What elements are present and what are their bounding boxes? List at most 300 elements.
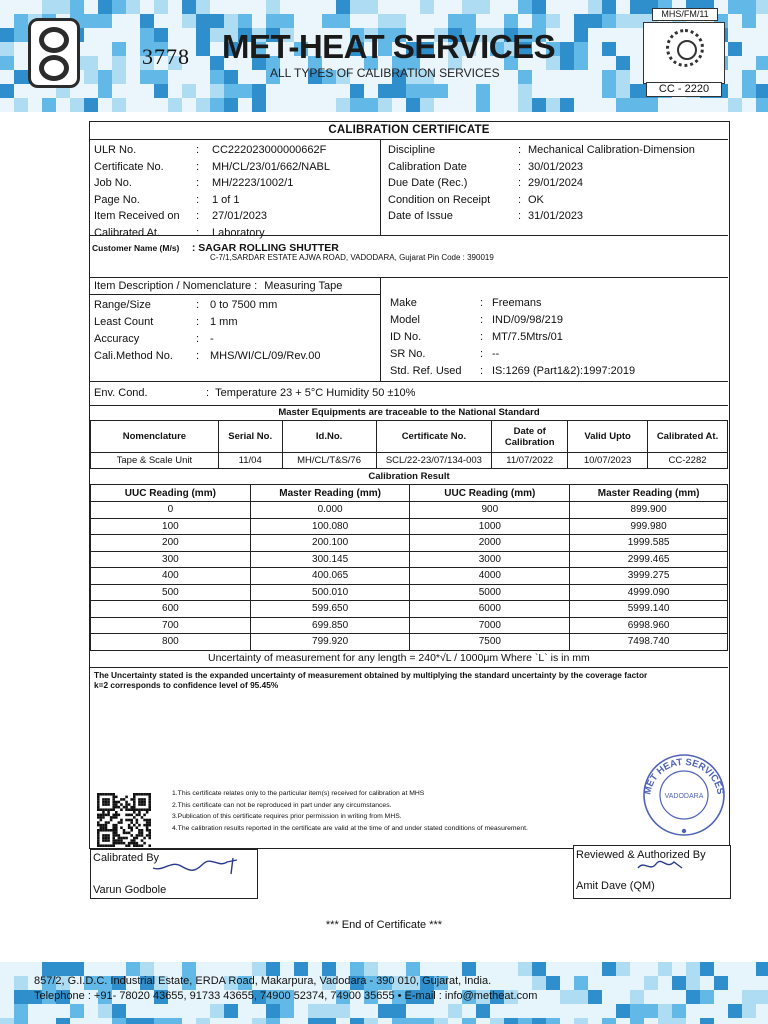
result-cell: 600 — [91, 601, 251, 618]
field-row — [388, 175, 695, 192]
result-cell: 100 — [91, 518, 251, 535]
certificate-info-right — [388, 142, 695, 225]
result-cell: 0.000 — [250, 502, 410, 519]
mosaic-tile — [70, 98, 84, 112]
mosaic-tile — [210, 84, 224, 98]
field-label: Item Received on — [94, 210, 180, 223]
env-condition: Env. Cond. : Temperature 23 + 5°C Humidity 50 ±10% — [94, 387, 416, 399]
result-cell: 6000 — [410, 601, 570, 618]
mosaic-tile — [378, 84, 392, 98]
mosaic-tile — [742, 990, 756, 1004]
result-header-cell: Master Reading (mm) — [570, 485, 728, 502]
mosaic-tile — [546, 98, 560, 112]
field-separator: : — [196, 299, 200, 311]
result-cell: 300 — [91, 551, 251, 568]
mosaic-tile — [700, 1018, 714, 1024]
field-separator: : — [518, 210, 522, 223]
mosaic-tile — [224, 14, 238, 28]
mosaic-tile — [70, 0, 84, 14]
mosaic-tile — [224, 84, 238, 98]
mosaic-tile — [560, 42, 574, 56]
mosaic-tile — [252, 962, 266, 976]
mosaic-tile — [364, 98, 378, 112]
field-label: Least Count — [94, 316, 154, 328]
result-cell: 599.650 — [250, 601, 410, 618]
result-cell: 7000 — [410, 617, 570, 634]
field-row — [94, 175, 330, 192]
mosaic-tile — [56, 1018, 70, 1024]
mosaic-tile — [308, 1004, 322, 1018]
mosaic-tile — [196, 98, 210, 112]
mosaic-tile — [602, 42, 616, 56]
mosaic-tile — [756, 990, 768, 1004]
reviewed-by-name: Amit Dave (QM) — [576, 880, 655, 892]
mosaic-tile — [532, 0, 546, 14]
mosaic-tile — [448, 1004, 462, 1018]
result-cell: 5999.140 — [570, 601, 728, 618]
result-cell: 999.980 — [570, 518, 728, 535]
mosaic-tile — [630, 84, 644, 98]
mosaic-tile — [336, 14, 350, 28]
field-label: Condition on Receipt — [388, 193, 491, 206]
field-value: IS:1269 (Part1&2):1997:2019 — [492, 365, 636, 377]
mosaic-tile — [168, 98, 182, 112]
mosaic-tile — [154, 28, 168, 42]
mosaic-tile — [588, 990, 602, 1004]
field-value: MH/CL/23/01/662/NABL — [212, 160, 331, 173]
mosaic-tile — [364, 962, 378, 976]
field-separator: : — [196, 333, 200, 345]
signature-mark — [149, 854, 249, 878]
field-separator: : — [518, 177, 522, 190]
mosaic-tile — [756, 98, 768, 112]
mosaic-tile — [56, 0, 70, 14]
result-header-cell: UUC Reading (mm) — [410, 485, 570, 502]
mosaic-tile — [476, 98, 490, 112]
master-header-cell: Certificate No. — [376, 421, 492, 453]
field-value: CC222023000000662F — [212, 144, 327, 156]
field-separator: : — [518, 144, 522, 156]
field-value: 1 mm — [210, 316, 238, 328]
mosaic-tile — [252, 1018, 266, 1024]
mosaic-tile — [630, 98, 644, 112]
field-label: Page No. — [94, 193, 140, 206]
svg-text:MET HEAT SERVICES — [642, 757, 725, 796]
mosaic-tile — [224, 1004, 238, 1018]
field-separator: : — [480, 297, 484, 309]
mosaic-tile — [70, 1004, 84, 1018]
calibration-result-table — [90, 484, 728, 651]
field-row — [94, 142, 330, 159]
mosaic-tile — [98, 0, 112, 14]
mosaic-tile — [112, 1004, 126, 1018]
uncertainty-note — [94, 670, 647, 690]
certificate-frame — [89, 121, 730, 849]
mosaic-tile — [84, 14, 98, 28]
mosaic-tile — [350, 1018, 364, 1024]
mosaic-tile — [574, 14, 588, 28]
mosaic-tile — [350, 962, 364, 976]
mosaic-tile — [714, 976, 728, 990]
company-tagline: ALL TYPES OF CALIBRATION SERVICES — [270, 66, 500, 80]
result-cell: 400 — [91, 568, 251, 585]
mosaic-tile — [588, 0, 602, 14]
mosaic-tile — [518, 70, 532, 84]
mosaic-tile — [476, 84, 490, 98]
field-label: Std. Ref. Used — [390, 365, 462, 377]
master-cell: 11/07/2022 — [492, 453, 568, 469]
mosaic-tile — [112, 1018, 126, 1024]
mosaic-tile — [14, 28, 28, 42]
table-row — [91, 601, 728, 618]
field-separator: : — [518, 160, 522, 173]
mosaic-tile — [532, 14, 546, 28]
mosaic-tile — [224, 70, 238, 84]
mosaic-tile — [672, 1004, 686, 1018]
mosaic-tile — [602, 70, 616, 84]
mosaic-tile — [350, 84, 364, 98]
mosaic-tile — [266, 0, 280, 14]
result-cell: 100.080 — [250, 518, 410, 535]
mosaic-tile — [462, 0, 476, 14]
mosaic-tile — [658, 1004, 672, 1018]
mosaic-tile — [728, 42, 742, 56]
mosaic-tile — [98, 70, 112, 84]
table-row — [91, 617, 728, 634]
result-cell: 1000 — [410, 518, 570, 535]
result-cell: 200 — [91, 535, 251, 552]
field-row — [390, 363, 635, 380]
mosaic-tile — [756, 84, 768, 98]
field-row — [388, 159, 695, 176]
mosaic-tile — [532, 98, 546, 112]
mosaic-tile — [686, 962, 700, 976]
master-header-cell: Valid Upto — [568, 421, 648, 453]
mosaic-tile — [728, 98, 742, 112]
fine-print-line: 3.Publication of this certificate requires prior permission in writing from MHS. — [172, 813, 402, 820]
mosaic-tile — [602, 0, 616, 14]
mosaic-tile — [644, 976, 658, 990]
mosaic-tile — [406, 98, 420, 112]
mosaic-tile — [574, 56, 588, 70]
mosaic-tile — [532, 976, 546, 990]
mosaic-tile — [196, 0, 210, 14]
mosaic-tile — [574, 1018, 588, 1024]
master-header-cell: Serial No. — [218, 421, 282, 453]
certificate-info-left — [94, 142, 330, 242]
signature-mark — [634, 856, 694, 876]
mosaic-tile — [742, 1004, 756, 1018]
mosaic-tile — [518, 1018, 532, 1024]
mosaic-tile — [336, 1004, 350, 1018]
item-description-label: Item Description / Nomenclature : — [94, 280, 258, 292]
field-label: Model — [390, 314, 420, 326]
mosaic-tile — [378, 98, 392, 112]
mosaic-tile — [182, 962, 196, 976]
mosaic-tile — [112, 42, 126, 56]
footer-contact: Telephone : +91- 78020 43655, 91733 43655, 74900 52374, 74900 35655 • E-mail : info@metheat.com — [34, 990, 538, 1002]
mosaic-tile — [630, 990, 644, 1004]
mosaic-tile — [406, 1018, 420, 1024]
master-cell: Tape & Scale Unit — [91, 453, 219, 469]
field-value: 27/01/2023 — [212, 210, 268, 223]
mosaic-tile — [728, 0, 742, 14]
field-value: Freemans — [492, 297, 542, 309]
result-cell: 799.920 — [250, 634, 410, 651]
master-header-cell: Id.No. — [282, 421, 376, 453]
uncertainty-formula: Uncertainty of measurement for any length = 240*√L / 1000μm Where `L` is in mm — [208, 652, 590, 664]
field-label: Make — [390, 297, 417, 309]
result-cell: 4999.090 — [570, 584, 728, 601]
mosaic-tile — [84, 56, 98, 70]
mosaic-tile — [294, 962, 308, 976]
mosaic-tile — [504, 1018, 518, 1024]
mosaic-tile — [518, 962, 532, 976]
mosaic-tile — [14, 1004, 28, 1018]
mosaic-tile — [210, 14, 224, 28]
field-value: Mechanical Calibration-Dimension — [528, 144, 695, 156]
mosaic-tile — [574, 42, 588, 56]
table-row — [91, 584, 728, 601]
master-title: Master Equipments are traceable to the National Standard — [278, 407, 540, 418]
mosaic-tile — [630, 0, 644, 14]
result-cell: 899.900 — [570, 502, 728, 519]
mosaic-tile — [322, 1004, 336, 1018]
item-description — [94, 280, 342, 292]
mosaic-tile — [406, 962, 420, 976]
mosaic-tile — [616, 70, 630, 84]
master-equipment-table — [90, 420, 728, 469]
mosaic-tile — [742, 14, 756, 28]
mosaic-tile — [0, 28, 14, 42]
field-value: MH/2223/1002/1 — [212, 177, 294, 190]
customer-section: Customer Name (M/s) : SAGAR ROLLING SHUTTER — [92, 242, 339, 254]
fine-print-line: 2.This certificate can not be reproduced in part under any circumstances. — [172, 801, 392, 809]
mosaic-tile — [322, 1018, 336, 1024]
table-row — [91, 535, 728, 552]
mosaic-tile — [672, 976, 686, 990]
mosaic-tile — [154, 0, 168, 14]
field-label: Discipline — [388, 144, 436, 156]
mosaic-tile — [518, 84, 532, 98]
field-separator: : — [480, 365, 484, 377]
field-row — [94, 297, 320, 314]
field-row — [388, 208, 695, 225]
mosaic-tile — [700, 962, 714, 976]
mosaic-tile — [630, 1018, 644, 1024]
item-info-right — [390, 295, 635, 380]
field-value: 29/01/2024 — [528, 177, 584, 190]
mosaic-tile — [392, 1018, 406, 1024]
table-row — [91, 518, 728, 535]
master-cell: CC-2282 — [648, 453, 728, 469]
field-value: 0 to 7500 mm — [210, 299, 278, 311]
master-cell: 10/07/2023 — [568, 453, 648, 469]
mosaic-tile — [42, 962, 56, 976]
field-row — [94, 192, 330, 209]
mosaic-tile — [602, 1018, 616, 1024]
mosaic-tile — [546, 976, 560, 990]
mosaic-tile — [210, 98, 224, 112]
mosaic-tile — [154, 70, 168, 84]
fine-print-line: 1.This certificate relates only to the particular item(s) received for calibration at MHS — [172, 790, 425, 797]
mosaic-tile — [42, 98, 56, 112]
result-cell: 6998.960 — [570, 617, 728, 634]
customer-name: SAGAR ROLLING SHUTTER — [198, 242, 339, 254]
mosaic-tile — [98, 84, 112, 98]
field-label: Certificate No. — [94, 160, 164, 173]
calibrated-by-box — [90, 849, 258, 899]
mosaic-tile — [434, 1018, 448, 1024]
result-cell: 699.850 — [250, 617, 410, 634]
field-value: Laboratory — [212, 226, 265, 239]
mosaic-tile — [14, 14, 28, 28]
field-row — [390, 346, 635, 363]
mosaic-tile — [196, 28, 210, 42]
mosaic-tile — [224, 98, 238, 112]
result-cell: 5000 — [410, 584, 570, 601]
mosaic-tile — [112, 56, 126, 70]
mosaic-tile — [0, 84, 14, 98]
field-separator: : — [196, 210, 200, 223]
mosaic-tile — [140, 70, 154, 84]
field-value: 1 of 1 — [212, 193, 240, 206]
mosaic-tile — [644, 98, 658, 112]
mosaic-tile — [462, 962, 476, 976]
fine-print — [172, 788, 528, 834]
mosaic-tile — [616, 98, 630, 112]
mosaic-tile — [112, 70, 126, 84]
mosaic-tile — [406, 84, 420, 98]
field-row — [390, 295, 635, 312]
field-label: ID No. — [390, 331, 422, 343]
mosaic-tile — [252, 84, 266, 98]
mosaic-tile — [154, 1018, 168, 1024]
table-row — [91, 551, 728, 568]
mosaic-tile — [616, 962, 630, 976]
mosaic-tile — [14, 990, 28, 1004]
mosaic-tile — [518, 98, 532, 112]
field-row — [390, 312, 635, 329]
mosaic-tile — [182, 84, 196, 98]
mosaic-tile — [0, 1018, 14, 1024]
field-value: IND/09/98/219 — [492, 314, 563, 326]
mosaic-tile — [266, 962, 280, 976]
result-cell: 500.010 — [250, 584, 410, 601]
item-description-value: Measuring Tape — [264, 280, 343, 292]
field-separator: : — [518, 193, 522, 206]
result-cell: 300.145 — [250, 551, 410, 568]
mosaic-tile — [112, 0, 126, 14]
mosaic-tile — [728, 1004, 742, 1018]
master-cell: 11/04 — [218, 453, 282, 469]
mosaic-tile — [140, 962, 154, 976]
mosaic-tile — [378, 14, 392, 28]
fine-print-line: 4.The calibration results reported in the certificate are valid at the time of and under stated conditions of measurement. — [172, 824, 528, 832]
field-label: Accuracy — [94, 333, 140, 345]
mosaic-tile — [518, 0, 532, 14]
uncertainty-note-line: k=2 corresponds to confidence level of 95.45% — [94, 680, 279, 690]
mosaic-tile — [210, 70, 224, 84]
mosaic-tile — [392, 1004, 406, 1018]
mosaic-tile — [630, 14, 644, 28]
result-cell: 2000 — [410, 535, 570, 552]
mosaic-tile — [616, 1004, 630, 1018]
customer-label: Customer Name (M/s) — [92, 243, 180, 253]
field-separator: : — [196, 160, 200, 173]
mosaic-tile — [364, 0, 378, 14]
field-row — [94, 159, 330, 176]
mosaic-tile — [630, 1004, 644, 1018]
field-separator: : — [196, 226, 200, 239]
result-header-cell: Master Reading (mm) — [250, 485, 410, 502]
mosaic-tile — [140, 28, 154, 42]
mosaic-tile — [182, 14, 196, 28]
mosaic-tile — [588, 14, 602, 28]
mosaic-tile — [616, 14, 630, 28]
mosaic-tile — [504, 14, 518, 28]
field-value: -- — [492, 348, 500, 360]
mosaic-tile — [350, 98, 364, 112]
env-condition-value: Temperature 23 + 5°C Humidity 50 ±10% — [215, 387, 416, 399]
mosaic-tile — [658, 962, 672, 976]
mosaic-tile — [336, 0, 350, 14]
mosaic-tile — [266, 1004, 280, 1018]
mosaic-tile — [266, 14, 280, 28]
company-name: MET-HEAT SERVICES — [222, 28, 556, 65]
field-separator: : — [196, 177, 200, 190]
reviewed-by-box — [573, 845, 731, 899]
result-cell: 200.100 — [250, 535, 410, 552]
serial-number: 3778 — [142, 44, 190, 69]
field-separator: : — [196, 144, 200, 156]
mosaic-tile — [196, 1018, 210, 1024]
footer-address: 857/2, G.I.D.C. Industrial Estate, ERDA Road, Makarpura, Vadodara - 390 010, Gujarat, India. — [34, 975, 492, 987]
mosaic-tile — [574, 990, 588, 1004]
table-row — [91, 502, 728, 519]
mosaic-tile — [140, 1018, 154, 1024]
mosaic-tile — [462, 1018, 476, 1024]
end-of-certificate: *** End of Certificate *** — [325, 919, 443, 931]
mosaic-tile — [308, 1018, 322, 1024]
mosaic-tile — [84, 70, 98, 84]
mosaic-tile — [532, 1018, 546, 1024]
calibrated-by-name: Varun Godbole — [93, 884, 167, 896]
field-label: Job No. — [94, 177, 132, 190]
master-header-cell: Date of Calibration — [492, 421, 568, 453]
mosaic-tile — [686, 990, 700, 1004]
mosaic-tile — [42, 0, 56, 14]
field-label: Calibration Date — [388, 160, 467, 173]
mosaic-tile — [476, 1004, 490, 1018]
mosaic-tile — [154, 84, 168, 98]
mosaic-tile — [420, 1018, 434, 1024]
mosaic-tile — [756, 0, 768, 14]
mosaic-tile — [280, 14, 294, 28]
mosaic-tile — [616, 56, 630, 70]
uncertainty-note-line: The Uncertainty stated is the expanded uncertainty of measurement obtained by multiplying the standard uncertainty by the coverage factor — [94, 670, 648, 680]
result-cell: 0 — [91, 502, 251, 519]
field-value: 30/01/2023 — [528, 160, 584, 173]
field-row — [94, 348, 320, 365]
field-separator: : — [480, 314, 484, 326]
field-separator: : — [196, 350, 200, 362]
mosaic-tile — [616, 84, 630, 98]
mosaic-tile — [392, 14, 406, 28]
field-value: OK — [528, 193, 544, 206]
mosaic-tile — [672, 1018, 686, 1024]
mosaic-tile — [658, 1018, 672, 1024]
